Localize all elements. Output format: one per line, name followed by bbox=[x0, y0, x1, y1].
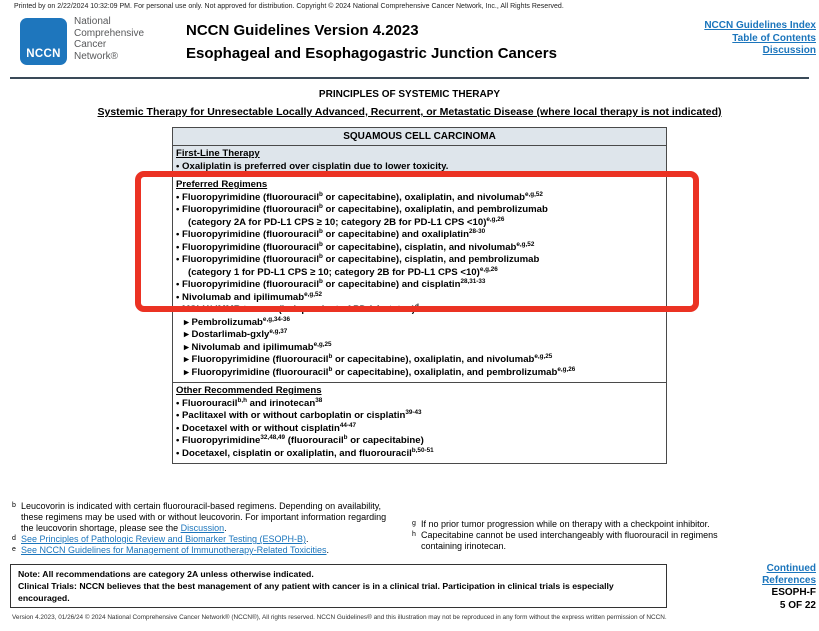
table-header: SQUAMOUS CELL CARCINOMA bbox=[173, 128, 666, 146]
page-subtitle: Systemic Therapy for Unresectable Locally Advanced, Recurrent, or Metastatic Disease (where local therapy is not indicated) bbox=[97, 106, 722, 118]
section-title: PRINCIPLES OF SYSTEMIC THERAPY bbox=[318, 89, 501, 100]
footnote-g-marker: g bbox=[412, 520, 416, 527]
footnote-d bbox=[12, 534, 392, 545]
link-table-of-contents[interactable]: Table of Contents bbox=[732, 32, 816, 44]
regimen-line: • Fluoropyrimidine (fluorouracil$^b$ or capecitabine), cisplatin, and pembrolizumab (category 1 for PD-L1 CPS ≥ 10; category 2B for PD-L1 CPS <10)$^{e,g,26}$ bbox=[176, 252, 540, 278]
footnote-g-text: If no prior tumor progression while on therapy with a checkpoint inhibitor. bbox=[421, 519, 710, 529]
footnote-h-text: Capecitabine cannot be used interchangeably with fluorouracil in regimens containing irinotecan. bbox=[421, 530, 718, 551]
regimen-line: • MSI-H/dMMR tumors (independent of PD-L1 status)$^d$ bbox=[176, 302, 419, 315]
org-name-block bbox=[74, 16, 144, 62]
link-guidelines-index[interactable]: NCCN Guidelines Index bbox=[704, 20, 816, 31]
regimen-line: • Nivolumab and ipilimumab$^{e,g,52}$ bbox=[176, 290, 323, 303]
regimen-line: • Docetaxel, cisplatin or oxaliplatin, and fluorouracil$^{b,50-51}$ bbox=[176, 446, 434, 459]
footnote-b-text: Leucovorin is indicated with certain fluorouracil-based regimens. Depending on availability, these regimens may be used with or without leucovorin. For important information regarding the leucovorin shortage, please see the bbox=[21, 501, 387, 533]
preferred-regimens-heading: Preferred Regimens bbox=[176, 179, 268, 190]
first-line-therapy-section bbox=[173, 146, 666, 177]
msi-sub-regimen-line: ▸ Nivolumab and ipilimumab$^{e,g,25}$ bbox=[184, 340, 332, 353]
link-immunotherapy-toxicities[interactable]: See NCCN Guidelines for Management of Immunotherapy-Related Toxicities bbox=[21, 545, 327, 555]
note-line: Note: All recommendations are category 2A unless otherwise indicated. bbox=[18, 569, 314, 579]
org-line: National bbox=[74, 16, 111, 27]
regimen-line: • Docetaxel with or without cisplatin$^{44-47}$ bbox=[176, 421, 356, 434]
link-discussion[interactable]: Discussion bbox=[762, 45, 816, 57]
footnote-d-period: . bbox=[305, 534, 309, 544]
footnote-g bbox=[412, 519, 762, 530]
note-box bbox=[10, 564, 667, 608]
regimen-line: • Fluoropyrimidine (fluorouracil$^b$ or capecitabine), oxaliplatin, and pembrolizumab (category 2A for PD-L1 CPS ≥ 10; category 2B for PD-L1 CPS <10)$^{e,g,26}$ bbox=[176, 202, 548, 228]
link-continued[interactable]: Continued bbox=[766, 563, 816, 574]
guidelines-version-title: NCCN Guidelines Version 4.2023 bbox=[186, 22, 419, 39]
footnote-h bbox=[412, 530, 762, 552]
print-watermark-line: Printed by on 2/22/2024 10:32:09 PM. For personal use only. Not approved for distribution. Copyright © 2024 National Comprehensive Cancer Network, Inc., All Rights Reserved. bbox=[14, 3, 564, 10]
regimen-line: • Fluorouracil$^{b,h}$ and irinotecan$^{38}$ bbox=[176, 396, 323, 409]
org-line: Comprehensive bbox=[74, 27, 145, 39]
link-references[interactable]: References bbox=[762, 575, 816, 587]
footnote-h-marker: h bbox=[412, 531, 416, 538]
footnote-b bbox=[12, 501, 392, 534]
page-number: 5 OF 22 bbox=[779, 599, 816, 611]
footnote-e-period: . bbox=[326, 545, 329, 555]
regimen-line: • Oxaliplatin is preferred over cisplatin due to lower toxicity. bbox=[176, 160, 449, 172]
regimen-line: • Fluoropyrimidine (fluorouracil$^b$ or capecitabine) and cisplatin$^{28,31-33}$ bbox=[176, 277, 486, 290]
nccn-logo bbox=[20, 18, 67, 65]
header-nav-links bbox=[704, 20, 816, 58]
link-esoph-b[interactable]: See Principles of Pathologic Review and Biomarker Testing (ESOPH-B) bbox=[21, 534, 306, 544]
regimen-line: • Fluoropyrimidine (fluorouracil$^b$ or capecitabine) and oxaliplatin$^{28-30}$ bbox=[176, 227, 486, 240]
preferred-regimens-section bbox=[173, 177, 666, 383]
page-label: ESOPH-F bbox=[771, 587, 816, 599]
regimen-line: • Paclitaxel with or without carboplatin or cisplatin$^{39-43}$ bbox=[176, 408, 422, 421]
footnotes-left-column bbox=[12, 501, 392, 556]
page-footer-nav bbox=[762, 563, 816, 612]
regimen-line: • Fluoropyrimidine$^{32,48,49}$ (fluorouracil$^b$ or capecitabine) bbox=[176, 433, 424, 446]
footnote-b-period: . bbox=[224, 523, 227, 533]
footnote-e-marker: e bbox=[12, 546, 16, 553]
version-copyright-line: Version 4.2023, 01/26/24 © 2024 National Comprehensive Cancer Network® (NCCN®), All rights reserved. NCCN Guidelines® and this illustration may not be reproduced in any form without the express written permission of NCCN. bbox=[12, 614, 667, 621]
regimen-line: • Fluoropyrimidine (fluorouracil$^b$ or capecitabine), cisplatin, and nivolumab$^{e,g,52}$ bbox=[176, 240, 535, 253]
document-title: Esophageal and Esophagogastric Junction Cancers bbox=[186, 45, 557, 62]
footnote-e bbox=[12, 545, 392, 556]
header-divider bbox=[10, 77, 809, 79]
msi-sub-regimen-line: ▸ Fluoropyrimidine (fluorouracil$^b$ or capecitabine), oxaliplatin, and nivolumab$^{e,g,25}$ bbox=[184, 352, 553, 365]
org-line: Network® bbox=[74, 50, 119, 62]
regimen-line: • Fluoropyrimidine (fluorouracil$^b$ or capecitabine), oxaliplatin, and nivolumab$^{e,g,52}$ bbox=[176, 190, 543, 203]
footnote-d-marker: d bbox=[12, 535, 16, 542]
msi-sub-regimen-line: ▸ Fluoropyrimidine (fluorouracil$^b$ or capecitabine), oxaliplatin, and pembrolizumab$^{e,g,26}$ bbox=[184, 365, 576, 378]
org-line: Cancer bbox=[74, 39, 107, 50]
other-recommended-regimens-section bbox=[173, 383, 666, 463]
clinical-trials-line: Clinical Trials: NCCN believes that the best management of any patient with cancer is in a clinical trial. Participation in clinical trials is especially encouraged. bbox=[18, 581, 614, 603]
msi-sub-regimen-line: ▸ Pembrolizumab$^{e,g,34-36}$ bbox=[184, 315, 291, 328]
first-line-therapy-heading: First-Line Therapy bbox=[176, 148, 260, 159]
squamous-cell-carcinoma-table bbox=[172, 127, 667, 464]
link-discussion-footnote[interactable]: Discussion bbox=[180, 523, 225, 533]
footnotes-right-column bbox=[412, 519, 762, 552]
other-recommended-heading: Other Recommended Regimens bbox=[176, 385, 322, 396]
nccn-logo-text: NCCN bbox=[26, 48, 61, 60]
footnote-b-marker: b bbox=[12, 502, 16, 509]
msi-sub-regimen-line: ▸ Dostarlimab-gxly$^{e,g,37}$ bbox=[184, 327, 288, 340]
